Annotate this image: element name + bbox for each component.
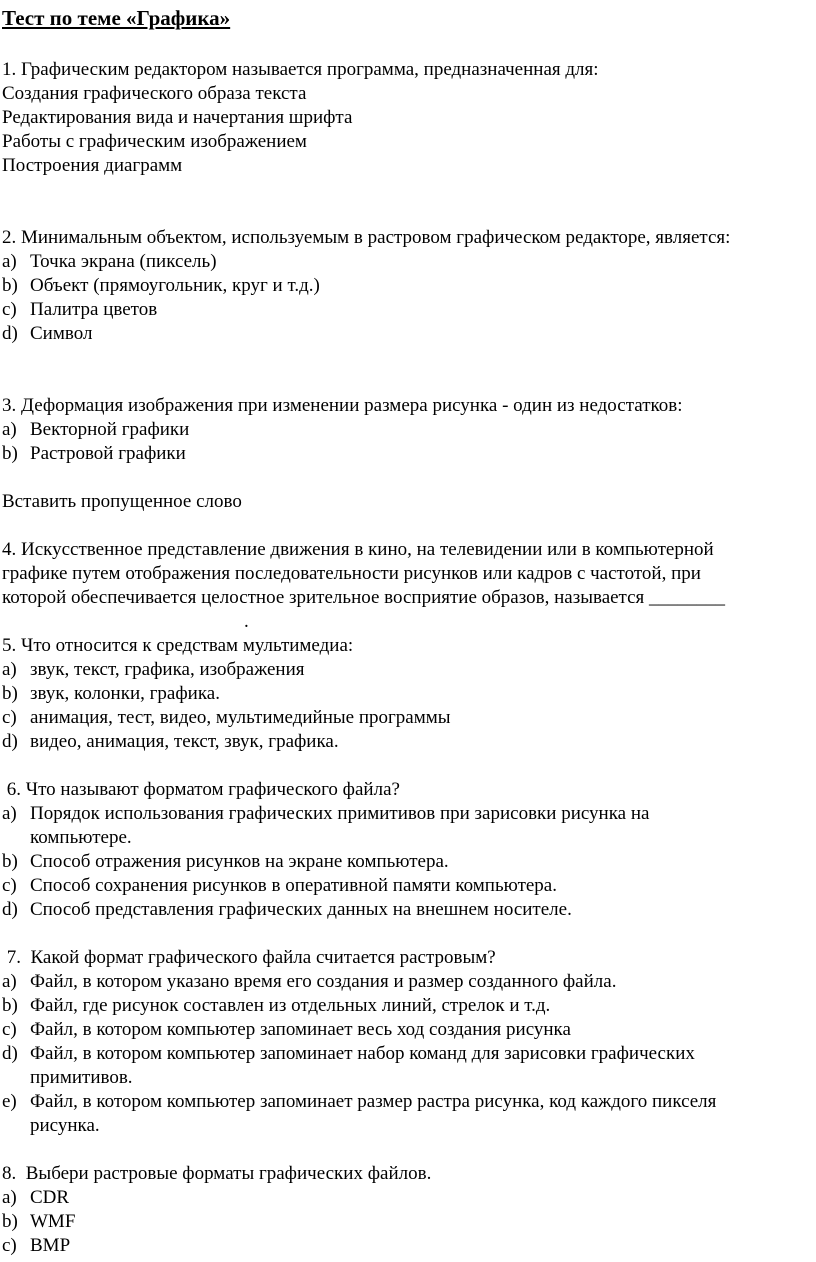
option-letter: e) [2, 1091, 17, 1112]
option-text: звук, текст, графика, изображения [30, 659, 305, 680]
q8-question: 8. Выбери растровые форматы графических файлов. [2, 1163, 432, 1184]
option-text: анимация, тест, видео, мультимедийные программы [30, 707, 451, 728]
q6-option-b [2, 850, 449, 874]
q4-line: графике путем отображения последовательности рисунков или кадров с частотой, при [2, 563, 701, 584]
option-letter: c) [2, 1019, 17, 1040]
q6-option-a-continuation: компьютере. [30, 827, 132, 848]
option-text: Файл, в котором компьютер запоминает весь ход создания рисунка [30, 1019, 571, 1040]
option-letter: b) [2, 683, 18, 704]
option-text: Файл, где рисунок составлен из отдельных линий, стрелок и т.д. [30, 995, 551, 1016]
document-title: Тест по теме «Графика» [2, 6, 231, 30]
q3-option-b [2, 442, 186, 466]
option-letter: b) [2, 275, 18, 296]
option-text: Способ отражения рисунков на экране компьютера. [30, 851, 449, 872]
q4-line: которой обеспечивается целостное зрительное восприятие образов, называется ________ [2, 587, 726, 608]
q7-option-e-continuation: рисунка. [30, 1115, 100, 1136]
option-text: Файл, в котором компьютер запоминает размер растра рисунка, код каждого пикселя [30, 1091, 717, 1112]
option-letter: c) [2, 1235, 17, 1256]
q4-dot: . [244, 611, 249, 632]
option-letter: d) [2, 1043, 18, 1064]
option-text: Палитра цветов [30, 299, 158, 320]
option-letter: c) [2, 299, 17, 320]
option-letter: a) [2, 251, 17, 272]
option-text: Файл, в котором указано время его создания и размер созданного файла. [30, 971, 617, 992]
q5-option-a [2, 658, 305, 682]
option-letter: c) [2, 875, 17, 896]
option-letter: a) [2, 971, 17, 992]
option-letter: d) [2, 731, 18, 752]
q3-question: 3. Деформация изображения при изменении размера рисунка - один из недостатков: [2, 395, 683, 416]
q7-option-a [2, 970, 616, 994]
option-letter: b) [2, 995, 18, 1016]
q7-option-d [2, 1042, 695, 1066]
q5-option-b [2, 682, 220, 706]
q7-option-e [2, 1090, 716, 1114]
q2-option-d [2, 322, 92, 346]
q1-option: Построения диаграмм [2, 155, 183, 176]
q7-option-d-continuation: примитивов. [30, 1067, 133, 1088]
q6-option-d [2, 898, 572, 922]
option-text: Растровой графики [30, 443, 186, 464]
option-text: Векторной графики [30, 419, 190, 440]
option-letter: a) [2, 659, 17, 680]
option-letter: d) [2, 899, 18, 920]
option-letter: a) [2, 419, 17, 440]
q8-option-a [2, 1186, 69, 1210]
option-text: BMP [30, 1235, 71, 1256]
q2-option-b [2, 274, 320, 298]
q7-question: 7. Какой формат графического файла считается растровым? [2, 947, 496, 968]
option-letter: d) [2, 323, 18, 344]
option-text: CDR [30, 1187, 70, 1208]
q3-option-a [2, 418, 189, 442]
option-text: WMF [30, 1211, 76, 1232]
q7-option-c [2, 1018, 571, 1042]
option-letter: b) [2, 443, 18, 464]
option-letter: b) [2, 851, 18, 872]
q1-question: 1. Графическим редактором называется программа, предназначенная для: [2, 59, 599, 80]
option-letter: c) [2, 707, 17, 728]
q4-line: 4. Искусственное представление движения в кино, на телевидении или в компьютерной [2, 539, 714, 560]
q6-option-c [2, 874, 557, 898]
q5-option-d [2, 730, 339, 754]
q5-option-c [2, 706, 451, 730]
option-letter: b) [2, 1211, 18, 1232]
q5-question: 5. Что относится к средствам мультимедиа: [2, 635, 354, 656]
q8-option-c [2, 1234, 70, 1258]
q7-option-b [2, 994, 550, 1018]
option-letter: a) [2, 1187, 17, 1208]
q6-option-a [2, 802, 649, 826]
option-text: Символ [30, 323, 93, 344]
section-heading-fill-in: Вставить пропущенное слово [2, 491, 242, 512]
q2-option-a [2, 250, 217, 274]
q1-option: Редактирования вида и начертания шрифта [2, 107, 353, 128]
option-text: видео, анимация, текст, звук, графика. [30, 731, 339, 752]
option-text: Точка экрана (пиксель) [30, 251, 217, 272]
q1-option: Создания графического образа текста [2, 83, 307, 104]
option-text: Порядок использования графических примитивов при зарисовки рисунка на [30, 803, 650, 824]
q6-question: 6. Что называют форматом графического файла? [2, 779, 400, 800]
q1-option: Работы с графическим изображением [2, 131, 307, 152]
option-letter: a) [2, 803, 17, 824]
option-text: Файл, в котором компьютер запоминает набор команд для зарисовки графических [30, 1043, 695, 1064]
option-text: звук, колонки, графика. [30, 683, 220, 704]
option-text: Способ представления графических данных на внешнем носителе. [30, 899, 572, 920]
option-text: Объект (прямоугольник, круг и т.д.) [30, 275, 320, 296]
q2-question: 2. Минимальным объектом, используемым в растровом графическом редакторе, является: [2, 227, 731, 248]
q2-option-c [2, 298, 157, 322]
q8-option-b [2, 1210, 75, 1234]
option-text: Способ сохранения рисунков в оперативной памяти компьютера. [30, 875, 557, 896]
